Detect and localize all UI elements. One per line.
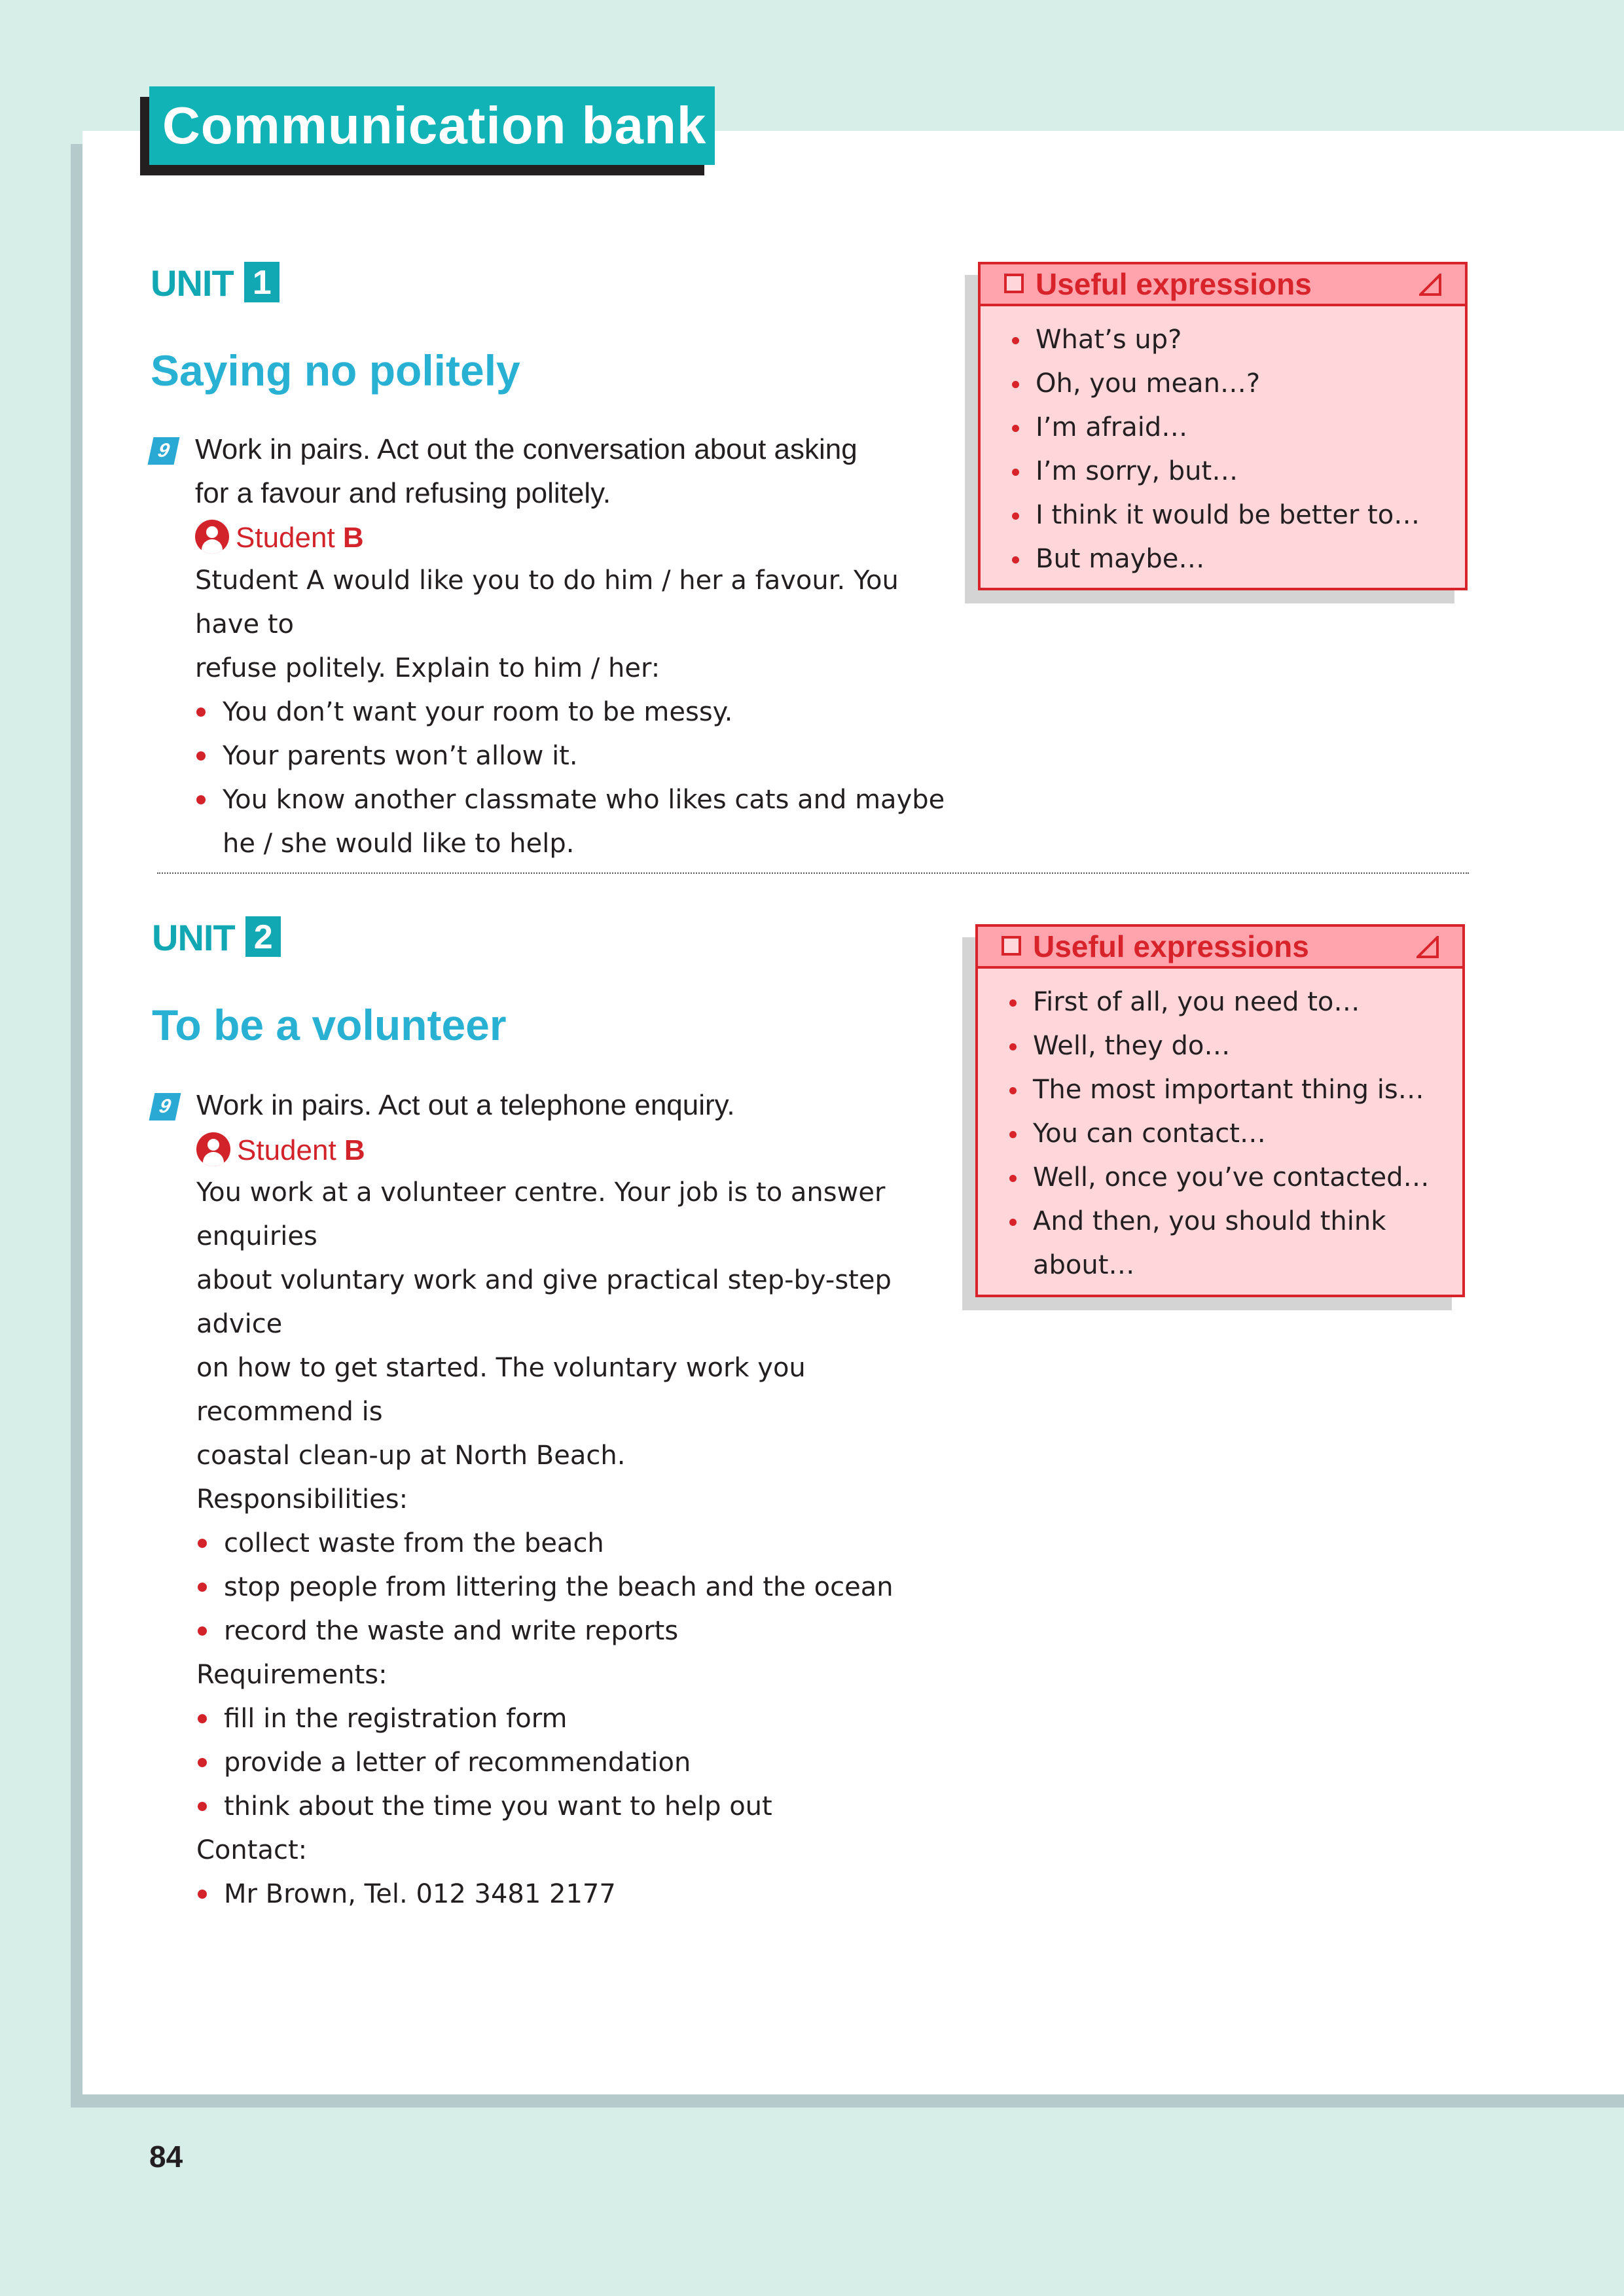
corner-triangle-icon — [1416, 936, 1439, 958]
checkbox-icon — [1001, 936, 1021, 956]
unit-2-useful-expressions — [975, 924, 1465, 1297]
role-text-line: You work at a volunteer centre. Your job is to answer enquiries — [196, 1177, 886, 1251]
exercise-number-badge: 9 — [149, 1093, 181, 1121]
role-text-line: coastal clean-up at North Beach. — [196, 1441, 626, 1471]
unit-2-label — [152, 915, 281, 961]
expression-item: Well, they do… — [978, 1024, 1462, 1068]
contact-list — [196, 1873, 956, 1916]
list-item: Your parents won’t allow it. — [195, 734, 948, 778]
role-text-line: on how to get started. The voluntary work you recommend is — [196, 1353, 806, 1427]
list-item: think about the time you want to help out — [196, 1785, 956, 1829]
page-title: Communication bank — [162, 96, 707, 154]
responsibilities-list — [196, 1522, 956, 1653]
role-text-line: about voluntary work and give practical step-by-step advice — [196, 1265, 892, 1339]
unit-1-bullet-list — [195, 691, 948, 822]
expression-item: And then, you should think — [978, 1200, 1462, 1244]
expression-item: The most important thing is… — [978, 1068, 1462, 1112]
checkbox-icon — [1004, 274, 1024, 293]
list-item: collect waste from the beach — [196, 1522, 956, 1566]
student-icon — [196, 1132, 230, 1166]
role-text-line: refuse politely. Explain to him / her: — [195, 653, 660, 683]
exercise-number-badge: 9 — [148, 437, 180, 465]
expression-item: But maybe… — [981, 537, 1465, 581]
unit-2-student-role — [196, 1128, 365, 1172]
unit-2-instruction: Work in pairs. Act out a telephone enquiry. — [196, 1089, 735, 1121]
unit-1-useful-expressions — [978, 262, 1468, 590]
requirements-label: Requirements: — [196, 1660, 388, 1690]
useful-expressions-title: Useful expressions — [1036, 267, 1312, 301]
expression-item: What’s up? — [981, 318, 1465, 362]
student-prefix: Student — [237, 1134, 344, 1166]
list-item: stop people from littering the beach and the ocean — [196, 1566, 956, 1609]
unit-label-text: UNIT — [151, 262, 234, 304]
useful-expressions-title: Useful expressions — [1033, 929, 1309, 963]
student-letter: B — [342, 522, 364, 554]
unit-number-badge: 2 — [245, 916, 281, 957]
list-item: You know another classmate who likes cats and maybe — [195, 778, 948, 822]
unit-label-text: UNIT — [152, 917, 235, 958]
expression-item: I think it would be better to… — [981, 493, 1465, 537]
unit-1-role-text — [195, 559, 948, 866]
unit-2-title: To be a volunteer — [152, 1001, 507, 1049]
unit-1-label — [151, 260, 280, 306]
list-item: fill in the registration form — [196, 1697, 956, 1741]
page-number: 84 — [149, 2140, 183, 2174]
student-icon — [195, 520, 229, 554]
useful-expressions-header — [978, 927, 1462, 969]
expression-item: Well, once you’ve contacted… — [978, 1156, 1462, 1200]
unit-number-badge: 1 — [244, 262, 280, 302]
corner-triangle-icon — [1419, 274, 1441, 296]
instruction-line: for a favour and refusing politely. — [195, 477, 611, 509]
expression-item-continuation: about… — [1033, 1250, 1135, 1280]
unit-1-title: Saying no politely — [151, 346, 520, 395]
unit-2-role-text — [196, 1171, 956, 1916]
expression-item: You can contact… — [978, 1112, 1462, 1156]
unit-1-student-role — [195, 516, 364, 560]
student-prefix: Student — [236, 522, 343, 554]
expression-item: Oh, you mean…? — [981, 362, 1465, 406]
useful-expressions-list — [978, 969, 1462, 1244]
requirements-list — [196, 1697, 956, 1829]
list-item: Mr Brown, Tel. 012 3481 2177 — [196, 1873, 956, 1916]
useful-expressions-header — [981, 264, 1465, 306]
list-item: record the waste and write reports — [196, 1609, 956, 1653]
contact-label: Contact: — [196, 1835, 308, 1865]
list-item: provide a letter of recommendation — [196, 1741, 956, 1785]
list-item-continuation: he / she would like to help. — [223, 829, 575, 859]
expression-item: I’m afraid… — [981, 406, 1465, 450]
section-divider — [157, 872, 1469, 874]
list-item: You don’t want your room to be messy. — [195, 691, 948, 734]
expression-item: First of all, you need to… — [978, 980, 1462, 1024]
useful-expressions-list — [981, 306, 1465, 581]
responsibilities-label: Responsibilities: — [196, 1484, 408, 1515]
student-letter: B — [344, 1134, 365, 1166]
expression-item: I’m sorry, but… — [981, 450, 1465, 493]
unit-1-instruction — [195, 427, 948, 515]
role-text-line: Student A would like you to do him / her a favour. You have to — [195, 565, 899, 639]
instruction-line: Work in pairs. Act out the conversation about asking — [195, 433, 857, 465]
